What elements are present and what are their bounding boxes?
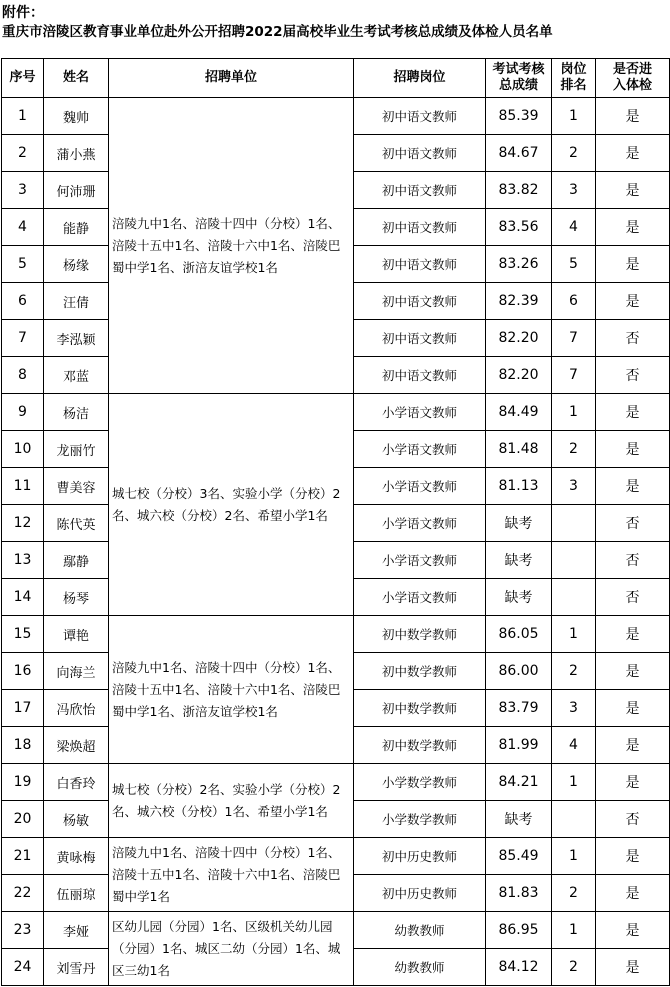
row-position: 小学语文教师	[354, 431, 486, 468]
table-row	[2, 394, 670, 431]
col-header-rank: 岗位 排名	[552, 59, 596, 98]
row-no: 6	[2, 283, 44, 320]
table-row	[2, 838, 670, 875]
row-no: 2	[2, 135, 44, 172]
row-score: 83.56	[486, 209, 552, 246]
row-position: 初中语文教师	[354, 246, 486, 283]
row-physical-exam: 是	[596, 764, 670, 801]
row-name: 杨琴	[44, 579, 109, 616]
row-physical-exam: 是	[596, 912, 670, 949]
row-position: 初中语文教师	[354, 357, 486, 394]
row-rank: 5	[552, 246, 596, 283]
row-rank: 3	[552, 172, 596, 209]
row-rank: 2	[552, 949, 596, 986]
row-no: 1	[2, 98, 44, 135]
row-rank: 4	[552, 727, 596, 764]
row-score: 84.21	[486, 764, 552, 801]
table-row	[2, 764, 670, 801]
row-name: 刘雪丹	[44, 949, 109, 986]
recruiting-unit: 城七校（分校）3名、实验小学（分校）2名、城六校（分校）2名、希望小学1名	[109, 394, 354, 616]
row-name: 李娅	[44, 912, 109, 949]
row-position: 初中语文教师	[354, 283, 486, 320]
row-no: 23	[2, 912, 44, 949]
row-name: 陈代英	[44, 505, 109, 542]
row-score: 82.39	[486, 283, 552, 320]
row-rank	[552, 801, 596, 838]
row-rank: 6	[552, 283, 596, 320]
row-no: 18	[2, 727, 44, 764]
row-rank: 1	[552, 394, 596, 431]
row-position: 幼教教师	[354, 912, 486, 949]
row-physical-exam: 否	[596, 505, 670, 542]
row-name: 鄢静	[44, 542, 109, 579]
recruiting-unit: 涪陵九中1名、涪陵十四中（分校）1名、涪陵十五中1名、涪陵十六中1名、涪陵巴蜀中学1名、浙涪友谊学校1名	[109, 98, 354, 394]
row-score: 81.13	[486, 468, 552, 505]
row-score: 82.20	[486, 320, 552, 357]
row-position: 小学数学教师	[354, 764, 486, 801]
col-header-unit: 招聘单位	[109, 59, 354, 98]
table-row	[2, 98, 670, 135]
document-header	[2, 4, 668, 44]
row-physical-exam: 是	[596, 727, 670, 764]
row-rank	[552, 579, 596, 616]
row-no: 24	[2, 949, 44, 986]
col-header-name: 姓名	[44, 59, 109, 98]
row-name: 龙丽竹	[44, 431, 109, 468]
row-name: 向海兰	[44, 653, 109, 690]
row-no: 13	[2, 542, 44, 579]
row-position: 小学数学教师	[354, 801, 486, 838]
table-header-row	[2, 59, 670, 98]
row-position: 初中数学教师	[354, 727, 486, 764]
row-rank: 1	[552, 764, 596, 801]
row-rank	[552, 542, 596, 579]
row-position: 初中数学教师	[354, 690, 486, 727]
row-physical-exam: 是	[596, 875, 670, 912]
row-rank: 7	[552, 357, 596, 394]
row-physical-exam: 是	[596, 690, 670, 727]
row-no: 3	[2, 172, 44, 209]
recruiting-unit: 城七校（分校）2名、实验小学（分校）2名、城六校（分校）1名、希望小学1名	[109, 764, 354, 838]
row-position: 初中语文教师	[354, 209, 486, 246]
row-score: 84.49	[486, 394, 552, 431]
row-score: 86.05	[486, 616, 552, 653]
row-physical-exam: 是	[596, 431, 670, 468]
row-name: 黄咏梅	[44, 838, 109, 875]
row-position: 初中数学教师	[354, 616, 486, 653]
recruiting-unit: 涪陵九中1名、涪陵十四中（分校）1名、涪陵十五中1名、涪陵十六中1名、涪陵巴蜀中学1名	[109, 838, 354, 912]
row-physical-exam: 是	[596, 283, 670, 320]
row-name: 汪倩	[44, 283, 109, 320]
row-position: 初中语文教师	[354, 98, 486, 135]
row-no: 10	[2, 431, 44, 468]
row-rank	[552, 505, 596, 542]
row-position: 小学语文教师	[354, 468, 486, 505]
row-physical-exam: 否	[596, 320, 670, 357]
row-name: 何沛珊	[44, 172, 109, 209]
row-no: 8	[2, 357, 44, 394]
row-name: 邓蓝	[44, 357, 109, 394]
recruiting-unit: 区幼儿园（分园）1名、区级机关幼儿园（分园）1名、城区二幼（分园）1名、城区三幼1名	[109, 912, 354, 986]
row-physical-exam: 否	[596, 357, 670, 394]
row-position: 小学语文教师	[354, 542, 486, 579]
row-name: 曹美容	[44, 468, 109, 505]
row-score: 81.99	[486, 727, 552, 764]
recruiting-unit: 涪陵九中1名、涪陵十四中（分校）1名、涪陵十五中1名、涪陵十六中1名、涪陵巴蜀中学1名、浙涪友谊学校1名	[109, 616, 354, 764]
row-rank: 2	[552, 431, 596, 468]
row-rank: 4	[552, 209, 596, 246]
row-no: 12	[2, 505, 44, 542]
row-physical-exam: 是	[596, 172, 670, 209]
row-rank: 1	[552, 98, 596, 135]
row-rank: 1	[552, 616, 596, 653]
row-name: 李泓颖	[44, 320, 109, 357]
row-physical-exam: 是	[596, 98, 670, 135]
row-no: 11	[2, 468, 44, 505]
row-score: 83.79	[486, 690, 552, 727]
row-physical-exam: 否	[596, 579, 670, 616]
row-physical-exam: 是	[596, 468, 670, 505]
row-score: 86.95	[486, 912, 552, 949]
row-score: 缺考	[486, 505, 552, 542]
row-name: 杨缘	[44, 246, 109, 283]
col-header-position: 招聘岗位	[354, 59, 486, 98]
row-score: 84.67	[486, 135, 552, 172]
row-position: 幼教教师	[354, 949, 486, 986]
row-physical-exam: 是	[596, 616, 670, 653]
row-name: 魏帅	[44, 98, 109, 135]
row-name: 白香玲	[44, 764, 109, 801]
row-no: 17	[2, 690, 44, 727]
row-rank: 7	[552, 320, 596, 357]
row-name: 冯欣怡	[44, 690, 109, 727]
row-physical-exam: 是	[596, 949, 670, 986]
row-no: 20	[2, 801, 44, 838]
row-no: 19	[2, 764, 44, 801]
row-name: 杨洁	[44, 394, 109, 431]
col-header-no: 序号	[2, 59, 44, 98]
results-table	[1, 58, 670, 986]
row-no: 14	[2, 579, 44, 616]
row-no: 9	[2, 394, 44, 431]
row-physical-exam: 是	[596, 246, 670, 283]
row-physical-exam: 否	[596, 801, 670, 838]
row-name: 能静	[44, 209, 109, 246]
document-title: 重庆市涪陵区教育事业单位赴外公开招聘2022届高校毕业生考试考核总成绩及体检人员名单	[2, 24, 553, 40]
attachment-label: 附件：	[2, 5, 44, 21]
row-rank: 3	[552, 468, 596, 505]
table-row	[2, 912, 670, 949]
row-score: 86.00	[486, 653, 552, 690]
row-physical-exam: 是	[596, 394, 670, 431]
row-position: 小学语文教师	[354, 505, 486, 542]
row-rank: 2	[552, 653, 596, 690]
row-no: 22	[2, 875, 44, 912]
row-position: 初中数学教师	[354, 653, 486, 690]
row-no: 15	[2, 616, 44, 653]
row-rank: 2	[552, 135, 596, 172]
row-score: 缺考	[486, 801, 552, 838]
row-no: 5	[2, 246, 44, 283]
row-no: 16	[2, 653, 44, 690]
row-name: 杨敏	[44, 801, 109, 838]
row-position: 初中语文教师	[354, 320, 486, 357]
row-name: 梁焕超	[44, 727, 109, 764]
row-physical-exam: 是	[596, 653, 670, 690]
row-name: 伍丽琼	[44, 875, 109, 912]
row-no: 21	[2, 838, 44, 875]
row-name: 谭艳	[44, 616, 109, 653]
col-header-score: 考试考核 总成绩	[486, 59, 552, 98]
row-position: 初中语文教师	[354, 135, 486, 172]
col-header-exam: 是否进 入体检	[596, 59, 670, 98]
row-score: 84.12	[486, 949, 552, 986]
row-score: 85.39	[486, 98, 552, 135]
table-row	[2, 616, 670, 653]
row-score: 缺考	[486, 579, 552, 616]
row-score: 缺考	[486, 542, 552, 579]
row-position: 初中语文教师	[354, 172, 486, 209]
row-rank: 1	[552, 838, 596, 875]
row-physical-exam: 是	[596, 209, 670, 246]
row-rank: 1	[552, 912, 596, 949]
row-score: 82.20	[486, 357, 552, 394]
row-name: 蒲小燕	[44, 135, 109, 172]
row-no: 7	[2, 320, 44, 357]
row-position: 小学语文教师	[354, 579, 486, 616]
row-score: 81.83	[486, 875, 552, 912]
row-physical-exam: 是	[596, 838, 670, 875]
row-score: 81.48	[486, 431, 552, 468]
row-physical-exam: 否	[596, 542, 670, 579]
row-rank: 3	[552, 690, 596, 727]
row-score: 83.26	[486, 246, 552, 283]
row-position: 初中历史教师	[354, 838, 486, 875]
row-position: 小学语文教师	[354, 394, 486, 431]
row-physical-exam: 是	[596, 135, 670, 172]
row-rank: 2	[552, 875, 596, 912]
row-no: 4	[2, 209, 44, 246]
row-score: 85.49	[486, 838, 552, 875]
row-score: 83.82	[486, 172, 552, 209]
row-position: 初中历史教师	[354, 875, 486, 912]
